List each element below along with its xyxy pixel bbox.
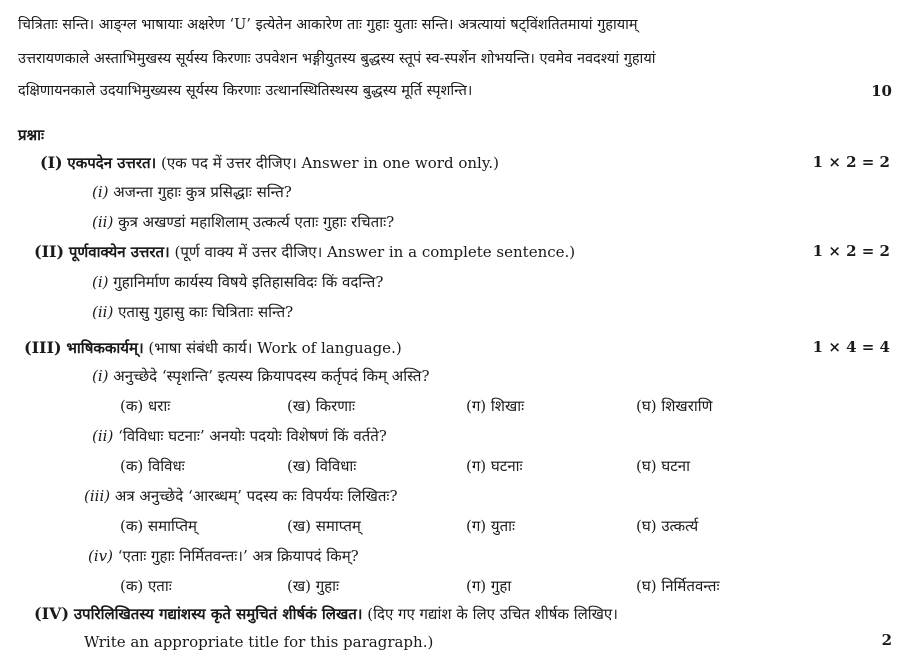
section-2-number: (II)	[34, 242, 65, 261]
section-4-instruction-english: Write an appropriate title for this paragraph.)	[84, 633, 434, 651]
passage-line-1: चित्रिताः सन्ति। आङ्ग्ल भाषायाः अक्षरेण ‘U’ इत्येतेन आकारेण ताः गुहाः युताः सन्ति। अत्रत्यायां षट्विंशतितमायां गुहायाम्	[18, 17, 638, 33]
section-3-title: भाषिककार्यम्।	[66, 339, 144, 357]
section-2-item-1	[92, 272, 383, 292]
item-text: ‘एताः गुहाः निर्मितवन्तः।’ अत्र क्रियापदं किम्?	[117, 547, 359, 565]
item-number: (iv)	[88, 547, 113, 565]
option-kha: (ख) समाप्तम्	[287, 517, 361, 535]
section-3-item-3	[84, 486, 398, 506]
item-text: अत्र अनुच्छेदे ‘आरब्धम्’ पदस्य कः विपर्ययः लिखितः?	[114, 487, 398, 505]
section-1-title: एकपदेन उत्तरत।	[67, 154, 157, 172]
item-number: (i)	[92, 183, 109, 201]
item-number: (i)	[92, 367, 109, 385]
section-4-heading	[34, 604, 618, 624]
passage-line-2: उत्तरायणकाले अस्ताभिमुखस्य सूर्यस्य किरणाः उपवेशन भङ्गीयुतस्य बुद्धस्य स्तूपं स्व-स्पर्शेन शोभयन्ति। एवमेव नवदश्यां गुहायां	[18, 51, 656, 67]
section-1-instruction: (एक पद में उत्तर दीजिए। Answer in one word only.)	[161, 154, 499, 172]
item-number: (ii)	[92, 213, 114, 231]
section-3-item-2	[92, 426, 387, 446]
section-1-marks: 1 × 2 = 2	[812, 153, 890, 171]
option-ga: (ग) युताः	[466, 517, 516, 535]
section-3-marks: 1 × 4 = 4	[812, 338, 890, 356]
section-4-instruction: (दिए गए गद्यांश के लिए उचित शीर्षक लिखिए।	[367, 605, 618, 623]
item-text: अनुच्छेदे ‘स्पृशन्ति’ इत्यस्य क्रियापदस्य कर्तृपदं किम् अस्ति?	[113, 367, 430, 385]
section-3-heading	[24, 338, 402, 358]
section-2-instruction: (पूर्ण वाक्य में उत्तर दीजिए। Answer in a complete sentence.)	[174, 243, 576, 261]
option-ka: (क) धराः	[120, 397, 171, 415]
section-2-heading	[34, 242, 575, 262]
option-gha: (घ) घटना	[636, 457, 690, 475]
section-4-marks: 2	[881, 631, 892, 649]
item-number: (ii)	[92, 303, 114, 321]
item-text: ‘विविधाः घटनाः’ अनयोः पदयोः विशेषणं किं वर्तते?	[118, 427, 387, 445]
item-text: एतासु गुहासु काः चित्रिताः सन्ति?	[118, 303, 294, 321]
section-4-number: (IV)	[34, 604, 70, 623]
questions-label: प्रश्नाः	[18, 126, 45, 144]
section-2-title: पूर्णवाक्येन उत्तरत।	[68, 243, 170, 261]
option-ka: (क) विविधः	[120, 457, 185, 475]
option-ka: (क) एताः	[120, 577, 172, 595]
section-3-item-1	[92, 366, 430, 386]
passage-marks: 10	[871, 82, 892, 100]
option-kha: (ख) गुहाः	[287, 577, 340, 595]
section-3-number: (III)	[24, 338, 62, 357]
section-2-item-2	[92, 302, 293, 322]
section-1-number: (I)	[40, 153, 63, 172]
option-ka: (क) समाप्तिम्	[120, 517, 198, 535]
item-text: अजन्ता गुहाः कुत्र प्रसिद्धाः सन्ति?	[113, 183, 292, 201]
item-number: (iii)	[84, 487, 111, 505]
section-1-item-2	[92, 212, 394, 232]
option-gha: (घ) उत्कर्त्य	[636, 517, 699, 535]
option-kha: (ख) किरणाः	[287, 397, 356, 415]
item-number: (i)	[92, 273, 109, 291]
section-3-item-4	[88, 546, 359, 566]
section-2-marks: 1 × 2 = 2	[812, 242, 890, 260]
option-gha: (घ) शिखराणि	[636, 397, 713, 415]
item-number: (ii)	[92, 427, 114, 445]
option-ga: (ग) शिखाः	[466, 397, 525, 415]
option-kha: (ख) विविधाः	[287, 457, 357, 475]
option-ga: (ग) घटनाः	[466, 457, 523, 475]
section-4-title: उपरिलिखितस्य गद्यांशस्य कृते समुचितं शीर्षकं लिखत।	[73, 605, 363, 623]
item-text: गुहानिर्माण कार्यस्य विषये इतिहासविदः किं वदन्ति?	[113, 273, 384, 291]
option-gha: (घ) निर्मितवन्तः	[636, 577, 720, 595]
passage-line-3: दक्षिणायनकाले उदयाभिमुख्यस्य सूर्यस्य किरणाः उत्थानस्थितिस्थस्य बुद्धस्य मूर्ति स्पृशन्ति।	[18, 83, 473, 99]
option-ga: (ग) गुहा	[466, 577, 512, 595]
section-3-instruction: (भाषा संबंधी कार्य। Work of language.)	[148, 339, 402, 357]
section-1-heading	[40, 153, 499, 173]
item-text: कुत्र अखण्डां महाशिलाम् उत्कर्त्य एताः गुहाः रचिताः?	[118, 213, 395, 231]
section-1-item-1	[92, 182, 292, 202]
